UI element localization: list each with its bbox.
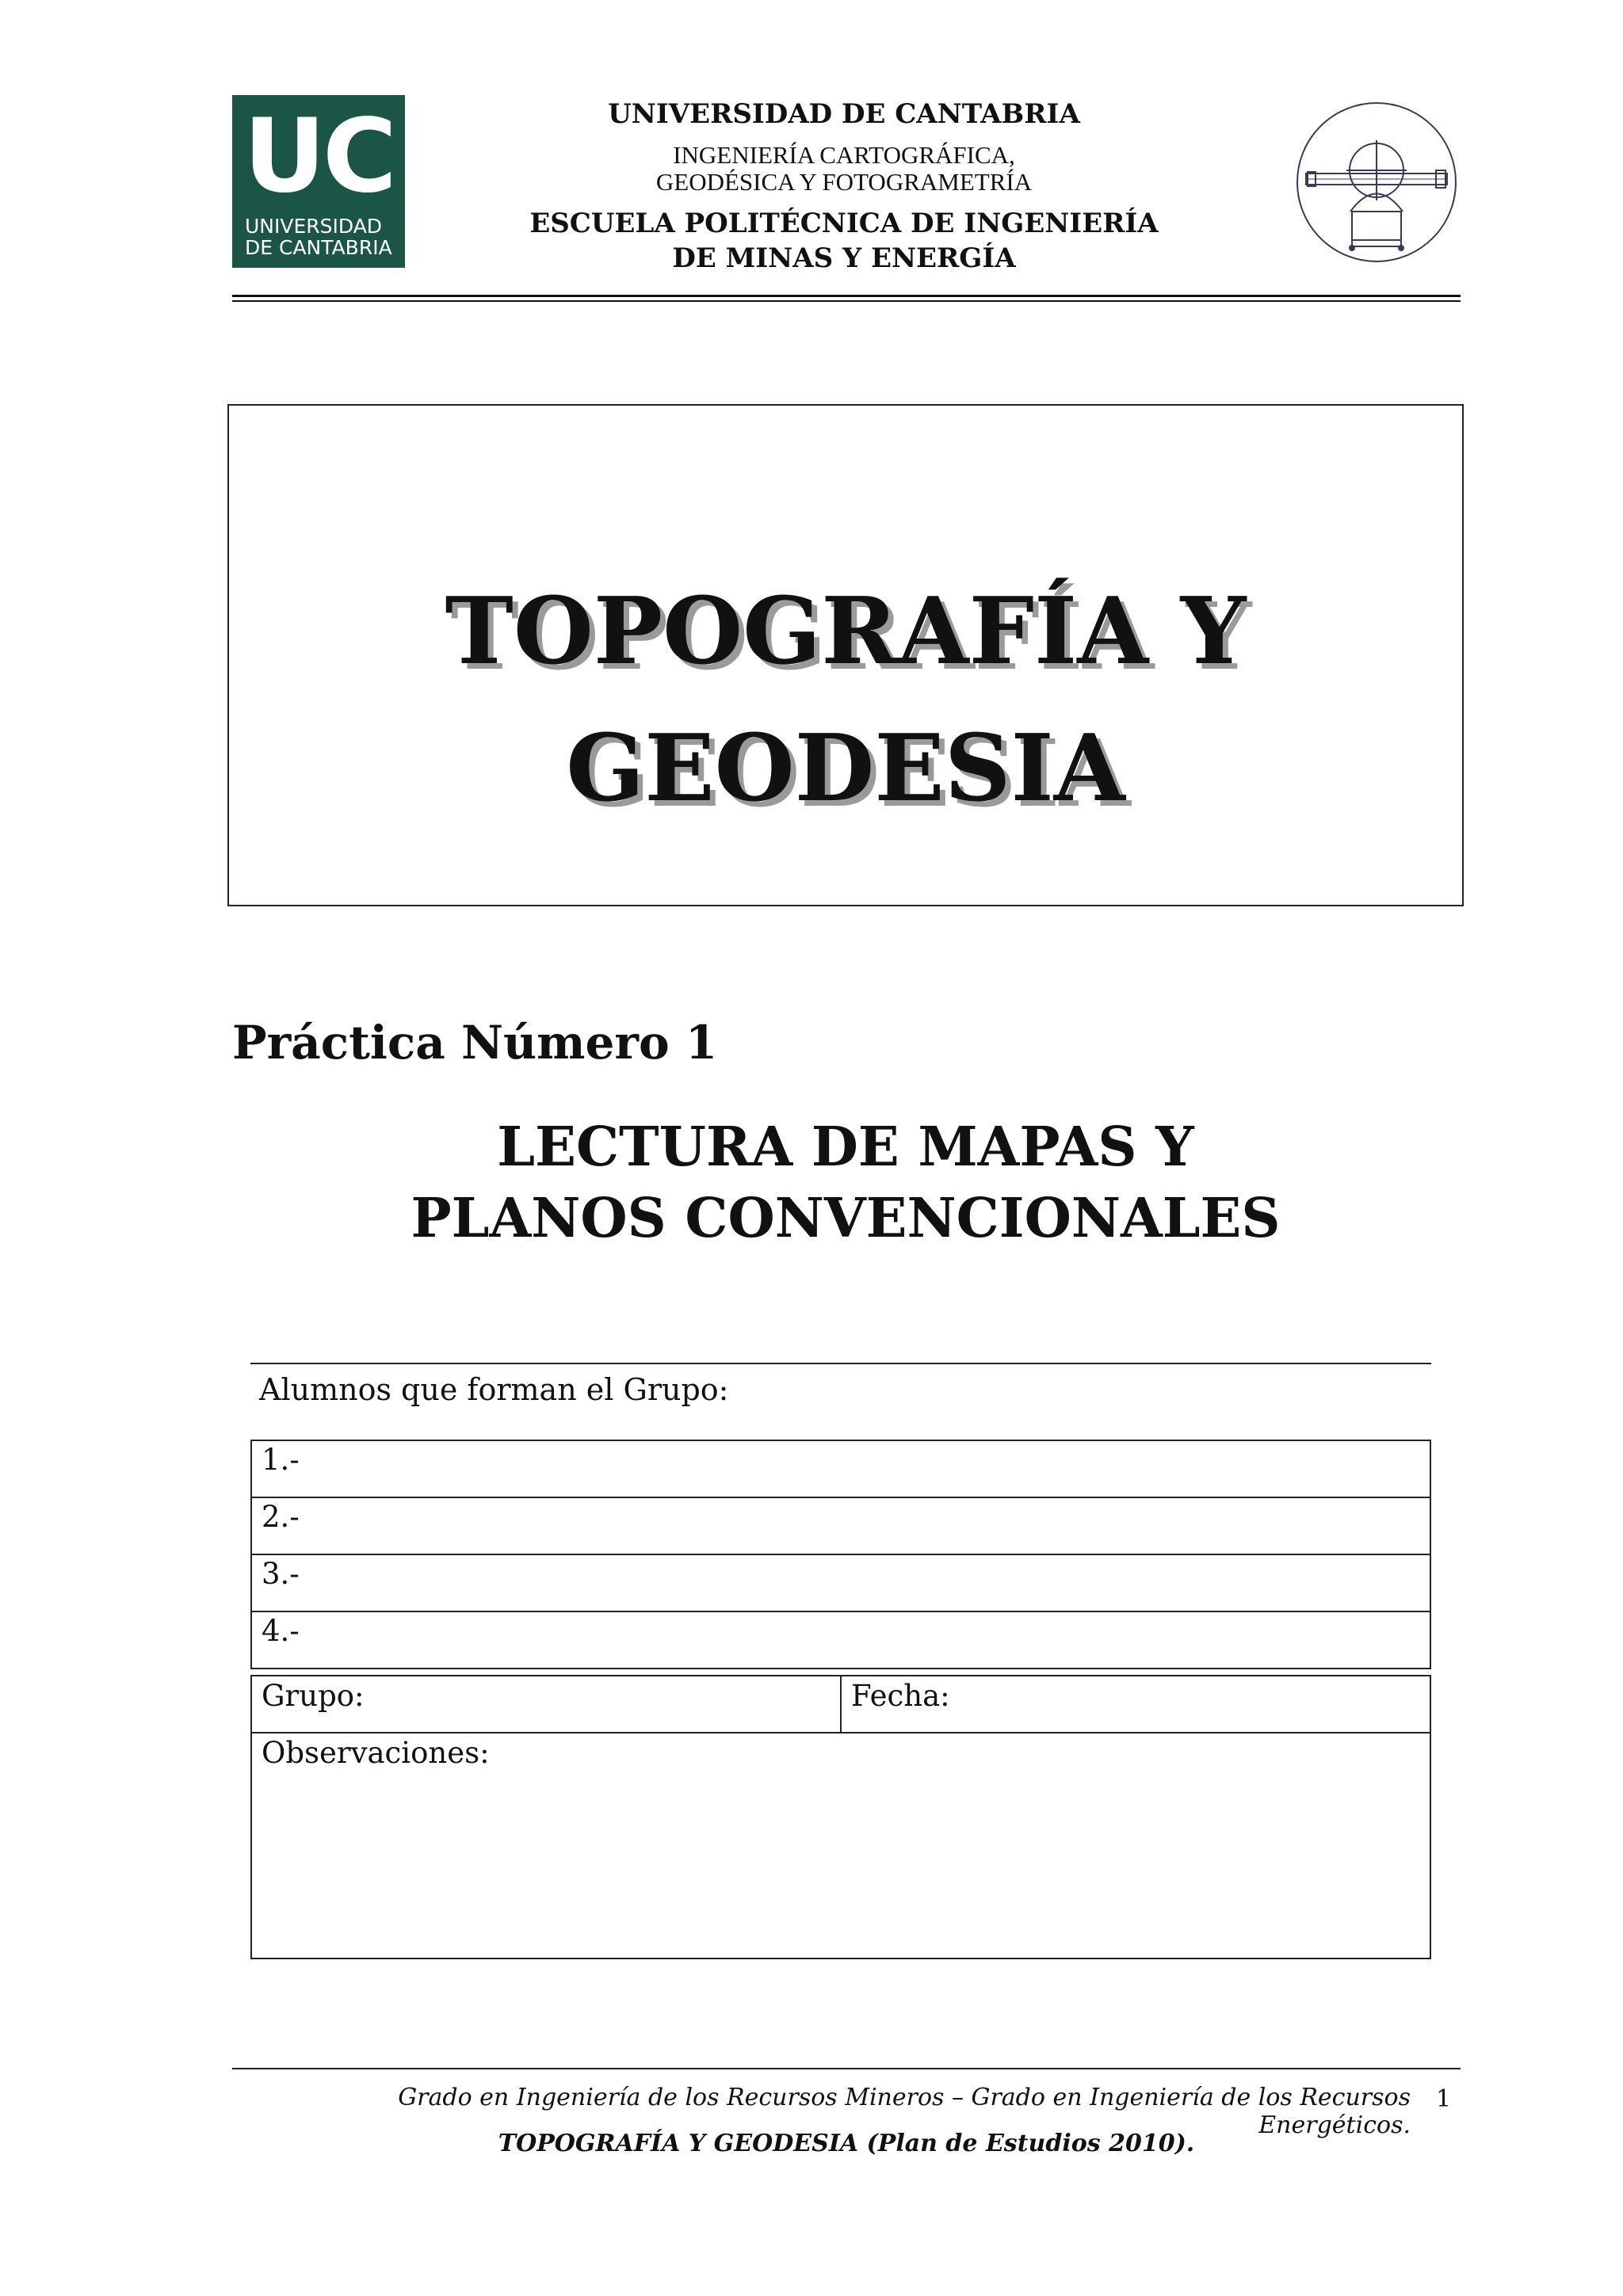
group-field[interactable]: Grupo: [251,1676,841,1733]
date-field[interactable]: Fecha: [841,1676,1430,1733]
department-line-2: GEODÉSICA Y FOTOGRAMETRÍA [655,168,1033,196]
school-line-1: ESCUELA POLITÉCNICA DE INGENIERÍA [529,208,1159,239]
footer-rule [232,2068,1461,2069]
group-info-table [250,1675,1431,1959]
page-number: 1 [1436,2085,1452,2113]
students-label: Alumnos que forman el Grupo: [259,1372,729,1407]
header-rule-thin [232,300,1461,302]
header-rule [232,295,1461,297]
theodolite-seal-icon [1295,101,1458,264]
form-top-rule [250,1363,1431,1364]
course-title-line-2: GEODESIA [566,715,1125,822]
university-name: UNIVERSIDAD DE CANTABRIA [608,98,1080,130]
student-field-3[interactable]: 3.- [251,1554,1430,1611]
student-field-1[interactable]: 1.- [251,1440,1430,1497]
logo-text-line-2: DE CANTABRIA [245,236,392,259]
students-table [250,1440,1431,1669]
practice-number: Práctica Número 1 [232,1016,718,1070]
logo-text-line-1: UNIVERSIDAD [245,215,383,238]
student-field-2[interactable]: 2.- [251,1497,1430,1554]
practice-subject-line-1: LECTURA DE MAPAS Y [497,1116,1194,1179]
student-field-4[interactable]: 4.- [251,1611,1430,1669]
uc-logo [232,95,405,268]
course-title-line-1: TOPOGRAFÍA Y [445,578,1247,685]
logo-monogram: UC [243,97,394,215]
footer-degree-programs: Grado en Ingeniería de los Recursos Mineros – Grado en Ingeniería de los Recursos Energéticos. [398,2084,1411,2139]
footer-course-plan: TOPOGRAFÍA Y GEODESIA (Plan de Estudios 2010). [498,2130,1195,2157]
department-line-1: INGENIERÍA CARTOGRÁFICA, [673,141,1015,169]
school-line-2: DE MINAS Y ENERGÍA [672,242,1016,274]
practice-subject-line-2: PLANOS CONVENCIONALES [411,1187,1281,1250]
observations-field[interactable]: Observaciones: [251,1733,1430,1958]
